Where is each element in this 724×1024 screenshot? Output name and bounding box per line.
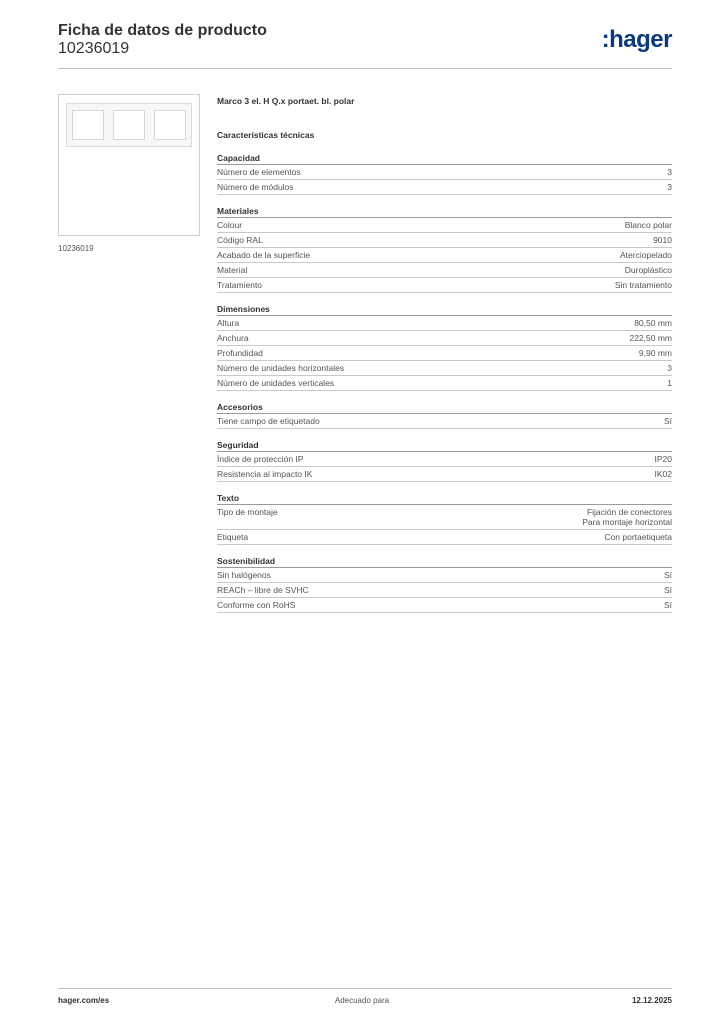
footer-date: 12.12.2025: [631, 996, 672, 1005]
spec-value-line: Con portaetiqueta: [604, 532, 672, 542]
section-title: Dimensiones: [217, 303, 672, 316]
spec-label: Número de elementos: [217, 167, 301, 177]
spec-value: [655, 469, 673, 479]
spec-value: [615, 280, 672, 290]
header-divider: [58, 68, 672, 69]
spec-row: [217, 452, 672, 467]
frame-cell: [113, 110, 145, 140]
spec-value: [604, 532, 672, 542]
spec-value-line: 1: [667, 378, 672, 388]
spec-value-line: Sí: [663, 570, 672, 580]
spec-label: Código RAL: [217, 235, 263, 245]
spec-row: [217, 263, 672, 278]
spec-row: [217, 530, 672, 545]
spec-row: [217, 233, 672, 248]
spec-value: [664, 585, 672, 595]
spec-row: [217, 331, 672, 346]
spec-label: Material: [217, 265, 248, 275]
page-title: Ficha de datos de producto: [58, 22, 267, 39]
spec-value: [667, 167, 672, 177]
section-title: Accesorios: [217, 401, 672, 414]
spec-label: Colour: [217, 220, 243, 230]
spec-value-line: Aterciopelado: [620, 250, 672, 260]
spec-label: Número de unidades horizontales: [217, 363, 345, 373]
spec-value-line: Sí: [663, 600, 672, 610]
spec-sections: [217, 152, 672, 613]
footer-divider: [58, 988, 672, 989]
product-image: [58, 94, 200, 236]
spec-label: Tiene campo de etiquetado: [217, 416, 320, 426]
product-name: Marco 3 el. H Q.x portaet. bl. polar: [217, 96, 355, 106]
spec-label: Número de módulos: [217, 182, 294, 192]
section-title: Capacidad: [217, 152, 672, 165]
spec-row: [217, 598, 672, 613]
footer-website: hager.com/es: [58, 996, 110, 1005]
frame-cell: [72, 110, 104, 140]
spec-label: Resistencia al impacto IK: [217, 469, 313, 479]
spec-value: [625, 265, 672, 275]
spec-section: [217, 303, 672, 391]
spec-section: [217, 205, 672, 293]
spec-value-line: 3: [667, 182, 672, 192]
spec-row: [217, 583, 672, 598]
footer-suitable-for: Adecuado para: [334, 996, 390, 1005]
frame-cell: [154, 110, 186, 140]
frame-illustration: [66, 103, 192, 147]
spec-value-line: Fijación de conectores: [586, 507, 672, 517]
spec-row: [217, 180, 672, 195]
spec-value: [667, 363, 672, 373]
spec-label: Índice de protección IP: [217, 454, 304, 464]
section-title: Texto: [217, 492, 672, 505]
spec-row: [217, 376, 672, 391]
spec-value-line: 222,50 mm: [629, 333, 672, 343]
spec-value: [664, 570, 672, 580]
spec-label: Tipo de montaje: [217, 507, 278, 517]
hager-logo: :hager: [601, 26, 672, 53]
spec-value: [667, 378, 672, 388]
spec-value-line: IP20: [654, 454, 672, 464]
spec-label: Número de unidades verticales: [217, 378, 335, 388]
image-caption: 10236019: [58, 244, 94, 253]
section-title: Sostenibilidad: [217, 555, 672, 568]
spec-section: [217, 152, 672, 195]
spec-value-line: 80,50 mm: [634, 318, 672, 328]
spec-label: Altura: [217, 318, 240, 328]
spec-label: REACh – libre de SVHC: [217, 585, 309, 595]
spec-value-line: Para montaje horizontal: [582, 517, 672, 527]
spec-value-line: IK02: [654, 469, 672, 479]
spec-value: [667, 182, 672, 192]
spec-row: [217, 505, 672, 530]
section-title: Seguridad: [217, 439, 672, 452]
spec-value: [664, 600, 672, 610]
spec-value-line: Duroplástico: [624, 265, 672, 275]
spec-value: [620, 250, 672, 260]
spec-row: [217, 248, 672, 263]
spec-label: Etiqueta: [217, 532, 249, 542]
spec-row: [217, 361, 672, 376]
spec-value: [625, 220, 672, 230]
spec-label: Anchura: [217, 333, 249, 343]
spec-value-line: 9,90 mm: [638, 348, 672, 358]
spec-value-line: Sin tratamiento: [614, 280, 672, 290]
technical-characteristics-title: Características técnicas: [217, 130, 315, 140]
spec-row: [217, 218, 672, 233]
spec-value-line: 3: [667, 363, 672, 373]
section-title: Materiales: [217, 205, 672, 218]
spec-section: [217, 401, 672, 429]
spec-label: Profundidad: [217, 348, 263, 358]
spec-row: [217, 346, 672, 361]
spec-label: Conforme con RoHS: [217, 600, 296, 610]
product-specs: [217, 96, 672, 623]
spec-value: [664, 416, 672, 426]
spec-value: [629, 333, 672, 343]
spec-value: [634, 318, 672, 328]
spec-value: [582, 507, 672, 527]
spec-row: [217, 165, 672, 180]
spec-value: [653, 235, 672, 245]
spec-value-line: 3: [667, 167, 672, 177]
spec-section: [217, 492, 672, 545]
spec-row: [217, 568, 672, 583]
spec-value-line: Blanco polar: [624, 220, 672, 230]
spec-row: [217, 278, 672, 293]
page-header: [58, 20, 672, 70]
spec-section: [217, 555, 672, 613]
spec-value-line: Sí: [663, 416, 672, 426]
spec-row: [217, 316, 672, 331]
spec-row: [217, 467, 672, 482]
spec-row: [217, 414, 672, 429]
spec-value-line: Sí: [663, 585, 672, 595]
spec-label: Sin halógenos: [217, 570, 271, 580]
spec-value: [639, 348, 672, 358]
spec-value: [655, 454, 673, 464]
spec-section: [217, 439, 672, 482]
spec-label: Tratamiento: [217, 280, 263, 290]
spec-label: Acabado de la superficie: [217, 250, 311, 260]
spec-value-line: 9010: [653, 235, 672, 245]
product-code: 10236019: [58, 40, 130, 57]
